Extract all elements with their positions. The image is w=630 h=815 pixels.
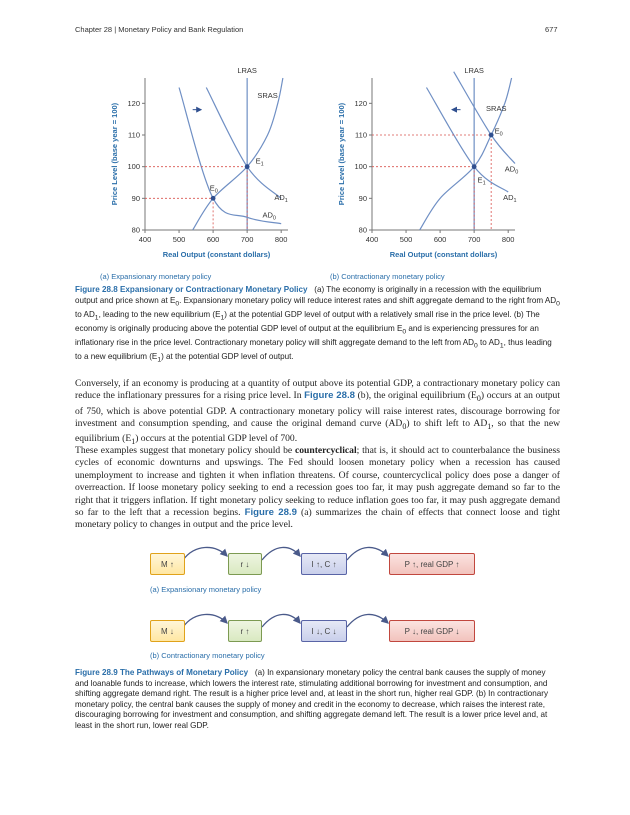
pathway-b-label: (b) Contractionary monetary policy (150, 651, 265, 660)
x-tick-label: 400 (138, 235, 152, 244)
page-number: 677 (545, 25, 558, 34)
x-tick-label: 800 (501, 235, 515, 244)
pathway-a-label: (a) Expansionary monetary policy (150, 585, 262, 594)
y-tick-label: 110 (355, 130, 367, 140)
y-axis-title: Price Level (base year = 100) (110, 102, 119, 206)
figure-28-8-link[interactable]: Figure 28.8 (304, 390, 355, 402)
box-b-rate: r ↑ (228, 620, 262, 642)
x-axis-title: Real Output (constant dollars) (389, 250, 498, 259)
y-tick-label: 90 (131, 193, 140, 203)
e1-label: $E_1$ (255, 156, 264, 168)
y-tick-label: 120 (127, 98, 140, 108)
y-tick-label: 100 (127, 162, 140, 172)
sras-label: SRAS (486, 104, 507, 113)
box-b-price: P ↓, real GDP ↓ (389, 620, 475, 642)
box-a-rate: r ↓ (228, 553, 262, 575)
arrow-b-2 (262, 614, 300, 627)
y-tick-label: 100 (354, 162, 367, 172)
y-tick-label: 110 (128, 130, 140, 140)
box-a-price: P ↑, real GDP ↑ (389, 553, 475, 575)
x-tick-label: 500 (399, 235, 413, 244)
arrow-a-3 (347, 547, 388, 560)
sras-label: SRAS (257, 91, 278, 100)
x-tick-label: 400 (365, 235, 379, 244)
arrow-b-1 (183, 614, 227, 627)
arrow-b-3 (347, 614, 388, 627)
ad0-label: $AD_0$ (262, 210, 276, 222)
figure-28-9-label: Figure 28.9 The Pathways of Monetary Policy (75, 668, 249, 677)
e1-label: $E_1$ (477, 175, 486, 187)
x-tick-label: 600 (433, 235, 447, 244)
x-axis-title: Real Output (constant dollars) (162, 250, 271, 259)
box-a-investment: I ↑, C ↑ (301, 553, 347, 575)
ad0-label: $AD_0$ (504, 164, 519, 176)
y-tick-label: 80 (131, 225, 140, 235)
y-axis-title: Price Level (base year = 100) (337, 102, 346, 206)
term-countercyclical: countercyclical (294, 445, 357, 456)
e0-label: $E_0$ (494, 126, 503, 138)
e0-label: $E_0$ (209, 183, 218, 195)
ad1-label: $AD_1$ (503, 192, 517, 204)
lras-label: LRAS (237, 66, 257, 75)
arrow-a-1 (183, 547, 227, 560)
x-tick-label: 800 (274, 235, 288, 244)
x-tick-label: 700 (240, 235, 254, 244)
figure-28-9-link[interactable]: Figure 28.9 (244, 507, 297, 519)
x-tick-label: 500 (172, 235, 186, 244)
arrow-a-2 (262, 547, 300, 560)
panel-b-subtitle: (b) Contractionary monetary policy (330, 272, 445, 281)
x-tick-label: 700 (467, 235, 481, 244)
x-tick-label: 600 (206, 235, 220, 244)
ad1-label: $AD_1$ (274, 192, 288, 204)
box-b-money: M ↓ (150, 620, 185, 642)
figure-28-8-label: Figure 28.8 Expansionary or Contractionary Monetary Policy (75, 285, 308, 294)
box-a-money: M ↑ (150, 553, 185, 575)
lras-label: LRAS (464, 66, 484, 75)
running-header-chapter: Chapter 28 | Monetary Policy and Bank Regulation (75, 25, 244, 34)
y-tick-label: 80 (358, 225, 367, 235)
panel-a-subtitle: (a) Expansionary monetary policy (100, 272, 212, 281)
box-b-investment: I ↓, C ↓ (301, 620, 347, 642)
figure-28-8-caption: Figure 28.8 Expansionary or Contractionary Monetary Policy (a) The economy is originally in a recession with the equilibrium output and price shown at $E_0$. Expansionary monetary policy will reduce interest rates and shift aggregate demand to the right from $AD_0$ to $AD_1$, leading to the new equilibrium $(E_1)$ at the potential GDP level of output with a relatively small rise in the price level. (b) The economy is originally producing above the potential GDP level of output at the equilibrium $E_0$ and is experiencing pressures for an inflationary rise in the price level. Contractionary monetary policy will shift aggregate demand to the left from $AD_0$ to $AD_1$, thus leading to a new equilibrium $(E_1)$ at the potential GDP level of output. (75, 285, 560, 364)
paragraph-countercyclical: These examples suggest that monetary policy should be countercyclical; that is, it should act to counterbalance the business cycles of economic downturns and upswings. The Fed should loosen monetary policy when a recession has caused unemployment to increase and tighten it when inflation threatens. Of course, countercyclical policy does pose a danger of overreaction. If loose monetary policy seeking to end a recession goes too far, it may push aggregate demand so far to the right that it triggers inflation. If tight monetary policy seeking to reduce inflation goes too far, it may push aggregate demand so far to the left that a recession begins. Figure 28.9 (a) summarizes the chain of effects that connect loose and tight monetary policy to changes in output and the price level. (75, 445, 561, 531)
paragraph-contractionary: Conversely, if an economy is producing at a quantity of output above its potential GDP, a contractionary monetary policy can reduce the inflationary pressures for a rising price level. In Figure 28.8 (b), the original equilibrium $(E_0)$ occurs at an output of 750, which is above potential GDP. A contractionary monetary policy will raise interest rates, discourage borrowing for investment and consumption spending, and cause the original demand curve $(AD_0)$ to shift left to $AD_1$, so that the new equilibrium $(E_1)$ occurs at the potential GDP level of 700. (75, 378, 561, 447)
y-tick-label: 120 (354, 98, 367, 108)
figure-28-9-caption: Figure 28.9 The Pathways of Monetary Policy (a) In expansionary monetary policy the central bank causes the supply of money and loanable funds to increase, which lowers the interest rate, stimulating additional borrowing for investment and consumption, and shifting aggregate demand right. The result is a higher price level and, at least in the short run, higher real GDP. (b) In contractionary monetary policy, the central bank causes the supply of money and credit in the economy to decrease, which raises the interest rate, discouraging borrowing for investment and consumption, and shifting aggregate demand left. The result is a lower price level and, at least in the short run, lower real GDP. (75, 668, 548, 730)
y-tick-label: 90 (358, 193, 367, 203)
